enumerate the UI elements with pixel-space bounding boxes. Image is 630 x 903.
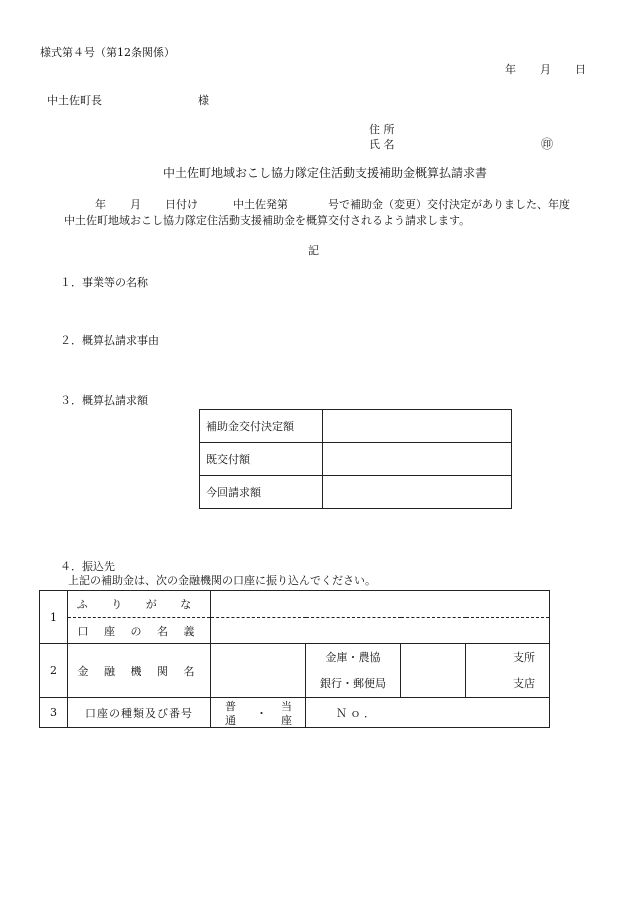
amount-label-current: 今回請求額 [200, 476, 323, 509]
amount-table [199, 409, 512, 509]
account-name-field[interactable] [211, 618, 550, 644]
body-issue-no: 中土佐発第 [233, 198, 288, 211]
form-number: 様式第４号（第12条関係） [40, 46, 175, 59]
bank-row2-no: 2 [40, 644, 68, 698]
body-line2: 中土佐町地域おこし協力隊定住活動支援補助金を概算交付されるよう請求します。 [64, 214, 471, 227]
table-row [200, 410, 512, 443]
table-row [40, 644, 550, 698]
account-name-label: 口 座 の 名 義 [68, 618, 211, 644]
kind-touza-2: 座 [281, 714, 292, 727]
ki-heading: 記 [308, 244, 319, 257]
branch-type-cell [466, 644, 550, 698]
table-row [40, 591, 550, 618]
branch-type-b: 支店 [513, 676, 535, 690]
bank-row1-no: 1 [40, 591, 68, 644]
table-row [200, 443, 512, 476]
branch-type-a: 支所 [513, 650, 535, 664]
seal-mark: ㊞ [541, 137, 554, 151]
branch-name-field[interactable] [401, 644, 466, 698]
address-label: 住 所 [369, 123, 395, 136]
bank-row3-no: 3 [40, 698, 68, 728]
amount-label-already: 既交付額 [200, 443, 323, 476]
table-row [40, 618, 550, 644]
account-kind-cell [211, 698, 306, 728]
name-label: 氏 名 [369, 138, 395, 151]
date-year-label: 年 [505, 63, 516, 76]
table-row [200, 476, 512, 509]
table-row [40, 698, 550, 728]
bank-type-cell [306, 644, 401, 698]
account-number-label: Ｎｏ． [336, 706, 378, 720]
document-title: 中土佐町地域おこし協力隊定住活動支援補助金概算払請求書 [163, 166, 488, 180]
bank-name-field[interactable] [211, 644, 306, 698]
bank-type-a: 金庫・農協 [325, 650, 381, 664]
account-number-cell[interactable] [306, 698, 550, 728]
bank-type-b: 銀行・郵便局 [320, 676, 386, 690]
section-2-label: ２．概算払請求事由 [60, 334, 159, 347]
section-1-label: １．事業等の名称 [60, 276, 148, 289]
section-4-note: 上記の補助金は、次の金融機関の口座に振り込んでください。 [68, 574, 376, 587]
account-type-label: 口座の種類及び番号 [68, 698, 211, 728]
section-4-label: ４．振込先 [60, 560, 115, 573]
amount-value-current[interactable] [323, 476, 512, 509]
body-year: 年 [95, 198, 106, 211]
kind-separator: ・ [256, 707, 267, 720]
furigana-label: ふ り が な [68, 591, 211, 618]
section-3-label: ３．概算払請求額 [60, 394, 148, 407]
amount-value-already[interactable] [323, 443, 512, 476]
kind-futsu-1: 普 [225, 700, 236, 713]
furigana-field[interactable] [211, 591, 550, 618]
kind-touza-1: 当 [281, 700, 292, 713]
amount-value-decided[interactable] [323, 410, 512, 443]
body-day: 日付け [165, 198, 198, 211]
kind-futsu-2: 通 [225, 714, 236, 727]
addressee-honorific: 様 [198, 94, 209, 107]
bank-name-label: 金 融 機 関 名 [68, 644, 211, 698]
body-month: 月 [130, 198, 141, 211]
date-day-label: 日 [575, 63, 586, 76]
addressee-mayor: 中土佐町長 [47, 94, 102, 107]
bank-table [39, 590, 550, 728]
body-decision: 号で補助金（変更）交付決定がありました、年度 [328, 198, 570, 211]
amount-label-decided: 補助金交付決定額 [200, 410, 323, 443]
date-month-label: 月 [540, 63, 551, 76]
